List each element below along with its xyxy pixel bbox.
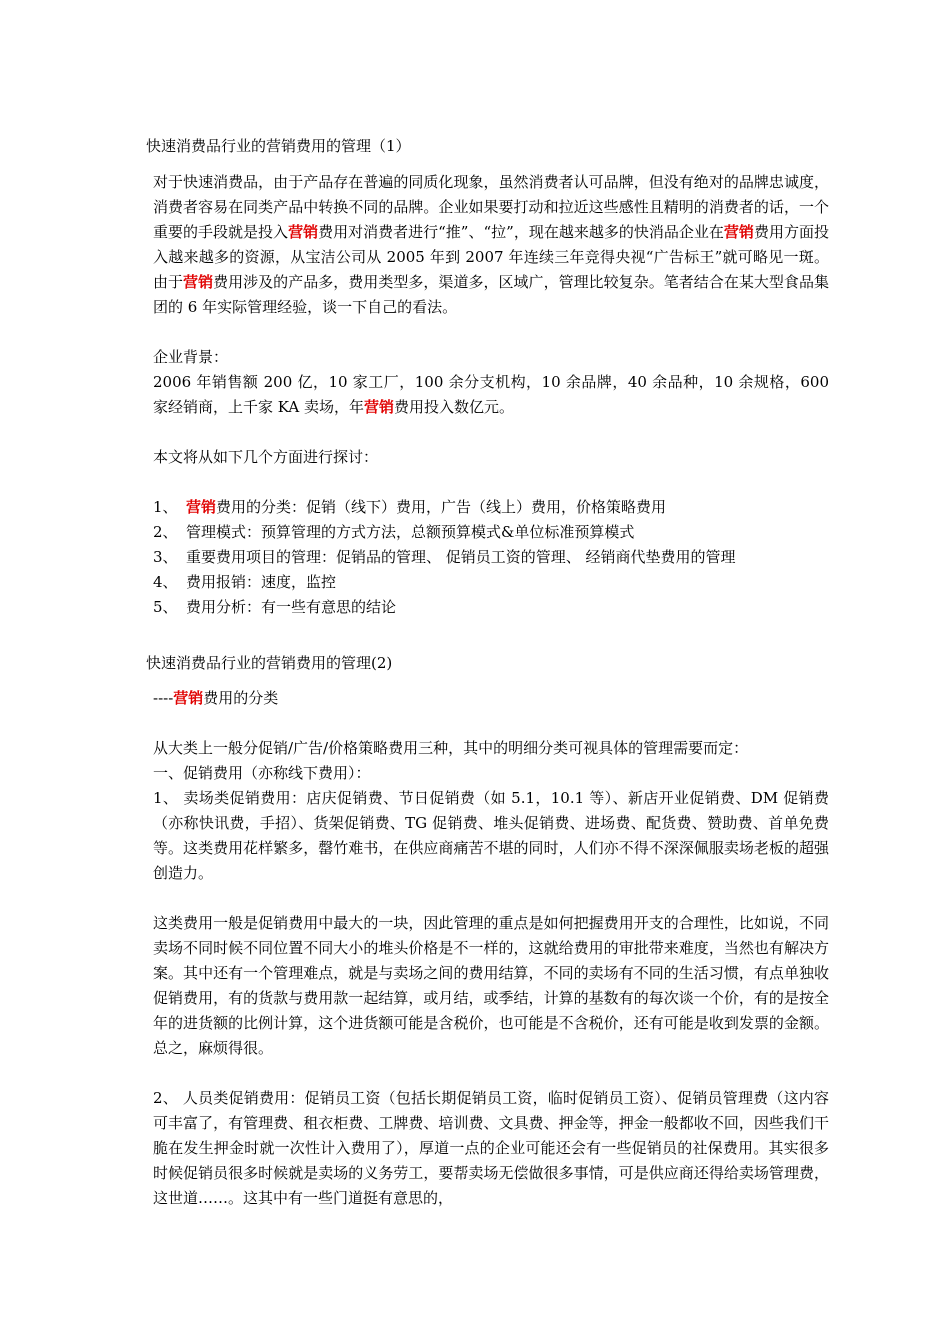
background-text: 2006 年销售额 200 亿，10 家工厂，100 余分支机构，10 余品牌，40 余品种，10 余规格，600 家经销商，上千家 KA 卖场，年营销费用投入数亿元。 (153, 373, 829, 416)
section-2-body (153, 686, 829, 1211)
paragraph: 一、促销费用（亦称线下费用）： (153, 764, 371, 782)
section-2-title: 快速消费品行业的营销费用的管理(2) (146, 654, 393, 672)
topic-item: 3、 重要费用项目的管理：促销品的管理、 促销员工资的管理、 经销商代垫费用的管理 (153, 548, 736, 566)
topic-item: 5、 费用分析：有一些有意思的结论 (153, 598, 397, 616)
section-1-body (153, 170, 829, 620)
topics-intro: 本文将从如下几个方面进行探讨： (153, 448, 379, 466)
intro-paragraph: 对于快速消费品，由于产品存在普遍的同质化现象，虽然消费者认可品牌，但没有绝对的品牌忠诚度，消费者容易在同类产品中转换不同的品牌。企业如果要打动和拉近这些感性且精明的消费者的话，一个重要的手段就是投入营销费用对消费者进行“推”、“拉”，现在越来越多的快消品企业在营销费用方面投入越来越多的资源，从宝洁公司从 2005 年到 2007 年连续三年竞得央视“广告标王”就可略见一斑。由于营销费用涉及的产品多，费用类型多，渠道多，区域广，管理比较复杂。笔者结合在某大型食品集团的 6 年实际管理经验，谈一下自己的看法。 (153, 173, 829, 316)
section-1-title: 快速消费品行业的营销费用的管理（1） (146, 137, 411, 155)
paragraph: 1、 卖场类促销费用：店庆促销费、节日促销费（如 5.1，10.1 等）、新店开业促销费、DM 促销费（亦称快讯费，手招）、货架促销费、TG 促销费、堆头促销费、进场费、配货费、赞助费、首单免费等。这类费用花样繁多，罄竹难书，在供应商痛苦不堪的同时，人们亦不得不深深佩服卖场老板的超强创造力。 (153, 789, 829, 882)
highlight-keyword: 营销 (723, 223, 754, 241)
highlight-keyword: 营销 (288, 223, 319, 241)
topic-item: 4、 费用报销：速度，监控 (153, 573, 337, 591)
highlight-keyword: 营销 (363, 398, 394, 416)
topic-item: 2、 管理模式：预算管理的方式方法，总额预算模式&单位标准预算模式 (153, 523, 635, 541)
section-2-subtitle: ----营销费用的分类 (153, 689, 279, 707)
background-label: 企业背景： (153, 348, 229, 366)
paragraph: 从大类上一般分促销/广告/价格策略费用三种，其中的明细分类可视具体的管理需要而定： (153, 739, 749, 757)
paragraph: 2、 人员类促销费用：促销员工资（包括长期促销员工资，临时促销员工资）、促销员管理费（这内容可丰富了，有管理费、租衣柜费、工牌费、培训费、文具费、押金等，押金一般都收不回，因些我们干脆在发生押金时就一次性计入费用了），厚道一点的企业可能还会有一些促销员的社保费用。其实很多时候促销员很多时候就是卖场的义务劳工，要帮卖场无偿做很多事情，可是供应商还得给卖场管理费，这世道……。这其中有一些门道挺有意思的， (153, 1089, 829, 1207)
topic-item: 1、 营销费用的分类：促销（线下）费用，广告（线上）费用，价格策略费用 (153, 498, 667, 516)
highlight-keyword: 营销 (183, 273, 214, 291)
paragraph: 这类费用一般是促销费用中最大的一块，因此管理的重点是如何把握费用开支的合理性，比如说，不同卖场不同时候不同位置不同大小的堆头价格是不一样的，这就给费用的审批带来难度，当然也有解决方案。其中还有一个管理难点，就是与卖场之间的费用结算，不同的卖场有不同的生活习惯，有点单独收促销费用，有的货款与费用款一起结算，或月结，或季结，计算的基数有的每次谈一个价，有的是按全年的进货额的比例计算，这个进货额可能是含税价，也可能是不含税价，还有可能是收到发票的金额。总之，麻烦得很。 (153, 914, 829, 1057)
highlight-keyword: 营销 (186, 498, 217, 516)
highlight-keyword: 营销 (173, 689, 204, 707)
